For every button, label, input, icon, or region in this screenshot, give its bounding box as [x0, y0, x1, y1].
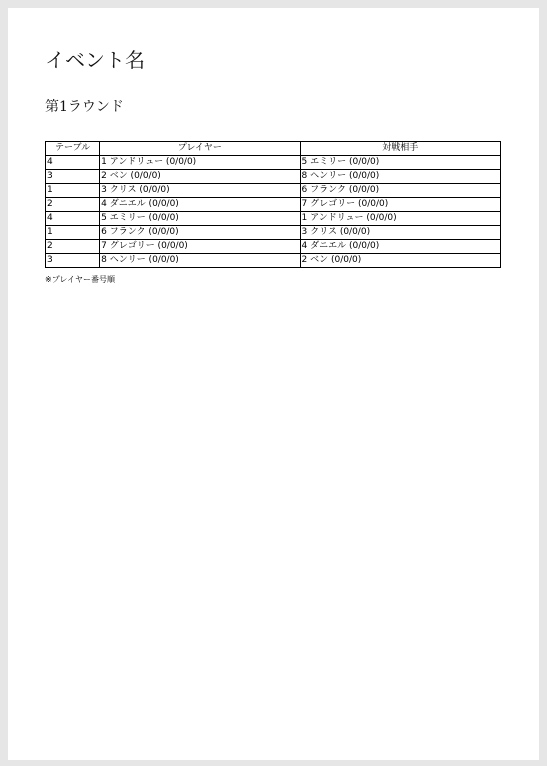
cell-table: 1	[46, 226, 100, 240]
cell-player: 8 ヘンリー (0/0/0)	[100, 254, 300, 268]
header-player: プレイヤー	[100, 142, 300, 156]
cell-opponent: 3 クリス (0/0/0)	[300, 226, 500, 240]
cell-opponent: 5 エミリー (0/0/0)	[300, 156, 500, 170]
table-row	[46, 170, 501, 184]
table-header-row	[46, 142, 501, 156]
cell-table: 3	[46, 170, 100, 184]
cell-table: 2	[46, 198, 100, 212]
cell-player: 4 ダニエル (0/0/0)	[100, 198, 300, 212]
table-row	[46, 212, 501, 226]
cell-opponent: 1 アンドリュー (0/0/0)	[300, 212, 500, 226]
table-row	[46, 226, 501, 240]
table-row	[46, 184, 501, 198]
cell-table: 4	[46, 156, 100, 170]
cell-opponent: 6 フランク (0/0/0)	[300, 184, 500, 198]
cell-table: 1	[46, 184, 100, 198]
cell-opponent: 2 ベン (0/0/0)	[300, 254, 500, 268]
header-opponent: 対戦相手	[300, 142, 500, 156]
header-table: テーブル	[46, 142, 100, 156]
cell-opponent: 8 ヘンリー (0/0/0)	[300, 170, 500, 184]
cell-table: 4	[46, 212, 100, 226]
cell-table: 3	[46, 254, 100, 268]
cell-player: 6 フランク (0/0/0)	[100, 226, 300, 240]
cell-opponent: 7 グレゴリー (0/0/0)	[300, 198, 500, 212]
table-row	[46, 254, 501, 268]
cell-table: 2	[46, 240, 100, 254]
table-row	[46, 156, 501, 170]
cell-opponent: 4 ダニエル (0/0/0)	[300, 240, 500, 254]
document-page	[8, 8, 539, 760]
cell-player: 3 クリス (0/0/0)	[100, 184, 300, 198]
round-title: 第1ラウンド	[45, 99, 124, 115]
cell-player: 7 グレゴリー (0/0/0)	[100, 240, 300, 254]
table-row	[46, 240, 501, 254]
table-row	[46, 198, 501, 212]
pairings-table	[45, 141, 501, 268]
cell-player: 1 アンドリュー (0/0/0)	[100, 156, 300, 170]
cell-player: 5 エミリー (0/0/0)	[100, 212, 300, 226]
cell-player: 2 ベン (0/0/0)	[100, 170, 300, 184]
event-title: イベント名	[45, 48, 145, 72]
sort-order-note: ※プレイヤー番号順	[45, 275, 115, 284]
